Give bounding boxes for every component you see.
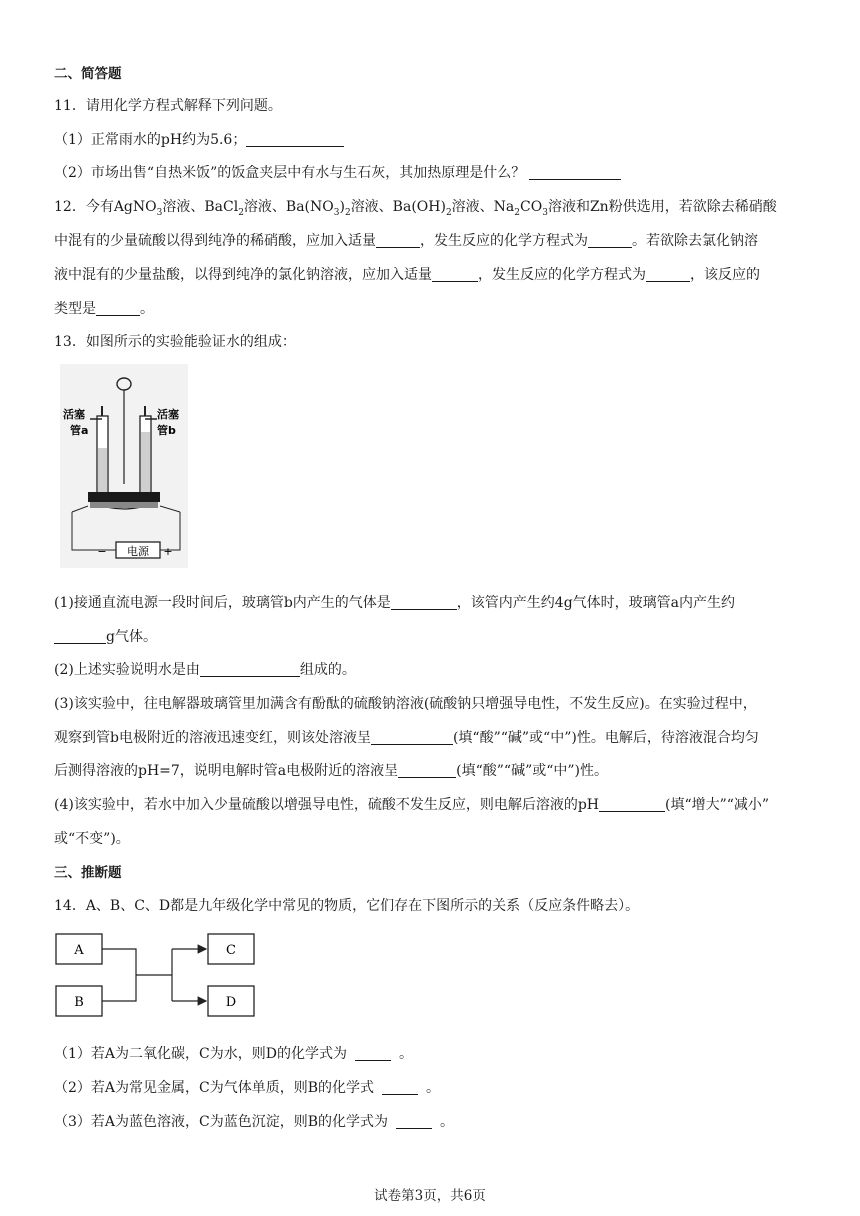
- q13-stem: 13．如图所示的实验能验证水的组成：: [54, 334, 296, 350]
- answer-blank[interactable]: [599, 797, 665, 812]
- relationship-diagram: [54, 930, 258, 1022]
- answer-blank[interactable]: [371, 730, 453, 745]
- answer-blank[interactable]: [588, 233, 632, 248]
- plus-label: +: [163, 545, 173, 558]
- valve-right-label: 活塞: [157, 408, 179, 421]
- q11-part1: （1）正常雨水的pH约为5.6；: [54, 129, 344, 149]
- tube-b-label: 管b: [157, 424, 176, 437]
- section-heading-short-answer: 二、简答题: [54, 66, 122, 82]
- q14-part2: （2）若A为常见金属，C为气体单质，则B的化学式 。: [54, 1080, 441, 1096]
- answer-blank[interactable]: [396, 1114, 432, 1129]
- q13-part3-line1: (3)该实验中，往电解器玻璃管里加满含有酚酞的硫酸钠溶液(硫酸钠只增强导电性，不发生反应)。在实验过程中，: [54, 696, 757, 712]
- q14-stem: 14．A、B、C、D都是九年级化学中常见的物质，它们存在下图所示的关系（反应条件略去）。: [54, 898, 640, 914]
- label-b: B: [74, 995, 84, 1010]
- q12-line3: 液中混有的少量盐酸，以得到纯净的氯化钠溶液，应加入适量 ，发生反应的化学方程式为 ，该反应的: [54, 267, 760, 283]
- q11-part2: （2）市场出售“自热米饭”的饭盒夹层中有水与生石灰，其加热原理是什么？: [54, 162, 621, 182]
- minus-label: −: [97, 545, 107, 558]
- power-label: 电源: [127, 545, 149, 558]
- answer-blank[interactable]: [391, 595, 457, 610]
- electrolysis-apparatus-diagram: [60, 364, 188, 568]
- answer-blank[interactable]: [54, 629, 106, 644]
- answer-blank[interactable]: [432, 267, 478, 282]
- answer-blank[interactable]: [200, 662, 300, 677]
- q13-part4-line1: (4)该实验中，若水中加入少量硫酸以增强导电性，硫酸不发生反应，则电解后溶液的pH (填“增大”“减小”: [54, 797, 770, 813]
- q14-part3: （3）若A为蓝色溶液，C为蓝色沉淀，则B的化学式为 。: [54, 1114, 455, 1130]
- answer-blank[interactable]: [376, 233, 420, 248]
- q13-part4-line2: 或“不变”)。: [54, 831, 130, 847]
- q13-part1-line2: g气体。: [54, 626, 157, 646]
- answer-blank[interactable]: [355, 1046, 391, 1061]
- answer-blank[interactable]: [646, 267, 690, 282]
- tube-a-label: 管a: [70, 424, 89, 437]
- label-c: C: [226, 943, 236, 958]
- q14-part1: （1）若A为二氧化碳，C为水，则D的化学式为 。: [54, 1046, 413, 1062]
- valve-left-label: 活塞: [63, 408, 85, 421]
- section-heading-inference: 三、推断题: [54, 865, 122, 881]
- answer-blank[interactable]: [382, 1080, 418, 1095]
- q12-line1: 12．今有AgNO$_3$溶液、BaCl$_2$溶液、$Ba(NO_3)_2$溶液、$Ba(OH)_2$溶液、$Na_2CO_3$溶液和Zn粉供选用，若欲除去稀硝酸: [54, 199, 777, 218]
- answer-blank[interactable]: [398, 763, 456, 778]
- q13-part3-line3: 后测得溶液的pH=7，说明电解时管a电极附近的溶液呈 (填“酸”“碱”或“中”)性。: [54, 763, 609, 779]
- answer-blank[interactable]: [246, 132, 344, 147]
- label-a: A: [74, 943, 84, 958]
- q13-part1-line1: (1)接通直流电源一段时间后，玻璃管b内产生的气体是 ，该管内产生约4g气体时，玻璃管a内产生约: [54, 595, 736, 611]
- label-d: D: [225, 995, 237, 1010]
- q13-part2: (2)上述实验说明水是由 组成的。: [54, 662, 356, 678]
- q12-line2: 中混有的少量硫酸以得到纯净的稀硝酸，应加入适量 ，发生反应的化学方程式为 。若欲除去氯化钠溶: [54, 233, 758, 249]
- q13-part3-line2: 观察到管b电极附近的溶液迅速变红，则该处溶液呈 (填“酸”“碱”或“中”)性。电解后，待溶液混合均匀: [54, 730, 759, 746]
- q12-line4: 类型是 。: [54, 301, 154, 317]
- answer-blank[interactable]: [529, 165, 621, 180]
- answer-blank[interactable]: [96, 301, 140, 316]
- page-footer: 试卷第3页，共6页: [374, 1188, 486, 1204]
- q11-stem: 11．请用化学方程式解释下列问题。: [54, 98, 282, 114]
